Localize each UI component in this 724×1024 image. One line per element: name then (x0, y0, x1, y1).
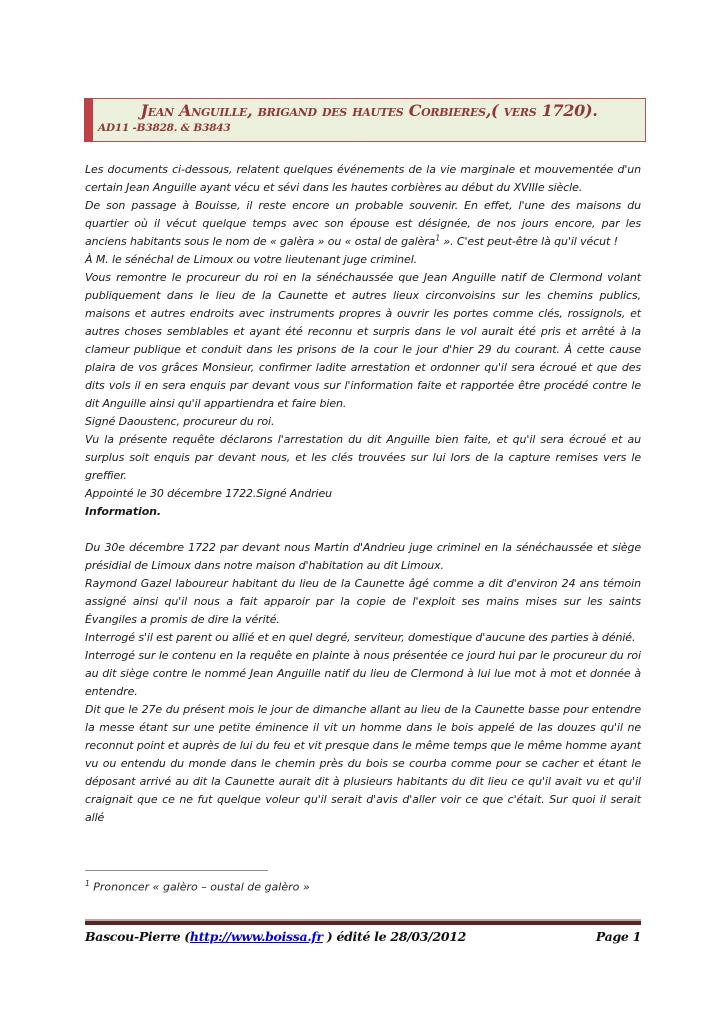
paragraph-interroge-parent: Interrogé s'il est parent ou allié et en quel degré, serviteur, domestique d'aucune des parties à dénié. (85, 631, 636, 644)
footnote-block (85, 870, 641, 895)
paragraph-intro: Les documents ci-dessous, relatent quelques événements de la vie marginale et mouvementée d'un certain Jean Anguille ayant vécu et sévi dans les hautes corbières au début du XVIIIe siècle. (85, 163, 641, 194)
paragraph-audience: Du 30e décembre 1722 par devant nous Martin d'Andrieu juge criminel en la sénéchaussée et siège présidial de Limoux dans notre maison d'habitation au dit Limoux. (85, 541, 641, 572)
paragraph-adresse-senechal: À M. le sénéchal de Limoux ou votre lieutenant juge criminel. (85, 253, 418, 266)
paragraph-temoignage: Dit que le 27e du présent mois le jour de dimanche allant au lieu de la Caunette basse pour entendre la messe étant sur une petite éminence il vit un homme dans le bois appelé de las douzes qu'il ne reconnut point et auprès de lui du feu et vit presque dans le même temps que le même homme ayant vu ou entendu du monde dans le chemin près du bois se courba comme pour se cacher et étant le déposant arrivé au dit la Caunette aurait dit à plusieurs habitants du dit lieu ce qu'il avait vu et qu'il craignait que ce ne fut quelque voleur qu'il serait d'avis d'aller voir ce que c'était. Sur quoi il serait allé (85, 703, 641, 824)
footer-author-prefix: Bascou-Pierre ( (85, 929, 190, 944)
paragraph-requete-procureur: Vous remontre le procureur du roi en la sénéchaussée que Jean Anguille natif de Clermond volant publiquement dans le lieu de la Caunette et autres lieux circonvoisins sur les chemins publics, maisons et autres endroits avec instruments propres à ouvrir les portes comme clés, rossignols, et autres choses semblables et ayant été reconnu et surpris dans le vol aurait été pris et arrêté à la clameur publique et conduit dans les prisons de la cour le jour d'hier 29 du courant. À cette cause plaira de vos grâces Monsieur, confirmer ladite arrestation et ordonner qu'il sera écroué et que des dits vols il en sera enquis par devant vous sur l'information faite et rapportée être procédé contre le dit Anguille ainsi qu'il appartiendra et faire bien. (85, 271, 641, 410)
footnote-reference: 1 (435, 233, 440, 243)
paragraph-appointe: Appointé le 30 décembre 1722.Signé Andrieu (85, 487, 333, 500)
paragraph-bouisse-end: ». C'est peut-être là qu'il vécut ! (440, 235, 618, 248)
heading-information: Information. (85, 505, 161, 518)
document-title: Jean Anguille, brigand des hautes Corbieres,( vers 1720). (140, 101, 598, 120)
title-banner (84, 98, 646, 142)
paragraph-bouisse-text: De son passage à Bouisse, il reste encore un probable souvenir. En effet, l'une des maisons du quartier où il vécut quelque temps avec son épouse est désignée, de nos jours encore, par les anciens habitants sous le nom de « galèra » ou « ostal de galèra (85, 199, 641, 248)
footnote-text (85, 876, 641, 895)
paragraph-bouisse (85, 197, 641, 251)
footnote-separator (85, 870, 268, 871)
footnote-marker: 1 (85, 879, 90, 888)
footnote-content: Prononcer « galèro – oustal de galèro » (89, 880, 310, 894)
footer-separator (85, 919, 641, 925)
paragraph-interroge-contenu: Interrogé sur le contenu en la requête en plainte à nous présentée ce jourd hui par le procureur du roi au dit siège contre le nommé Jean Anguille natif du lieu de Clermond à lui lue mot à mot et donnée à entendre. (85, 649, 641, 698)
archive-reference: AD11 -B3828. & B3843 (98, 122, 231, 134)
page-number: Page 1 (595, 929, 641, 944)
page-footer (85, 919, 641, 945)
paragraph-signature-daoustenc: Signé Daoustenc, procureur du roi. (85, 415, 275, 428)
paragraph-decision: Vu la présente requête déclarons l'arrestation du dit Anguille bien faite, et qu'il sera écroué et au surplus soit enquis par devant nous, et les clés trouvées sur lui lors de la capture remises vers le greffier. (85, 433, 641, 482)
footer-author (85, 929, 466, 945)
document-body (85, 161, 641, 827)
footer-edit-date: ) édité le 28/03/2012 (322, 929, 467, 944)
footer-website-link[interactable]: http://www.boissa.fr (189, 929, 323, 944)
paragraph-temoin-gazel: Raymond Gazel laboureur habitant du lieu de la Caunette âgé comme a dit d'environ 24 ans témoin assigné ainsi qu'il nous a fait apparoir par la copie de l'exploit ses mains mises sur les saints Évangiles a promis de dire la vérité. (85, 577, 641, 626)
footer-row (85, 929, 641, 945)
